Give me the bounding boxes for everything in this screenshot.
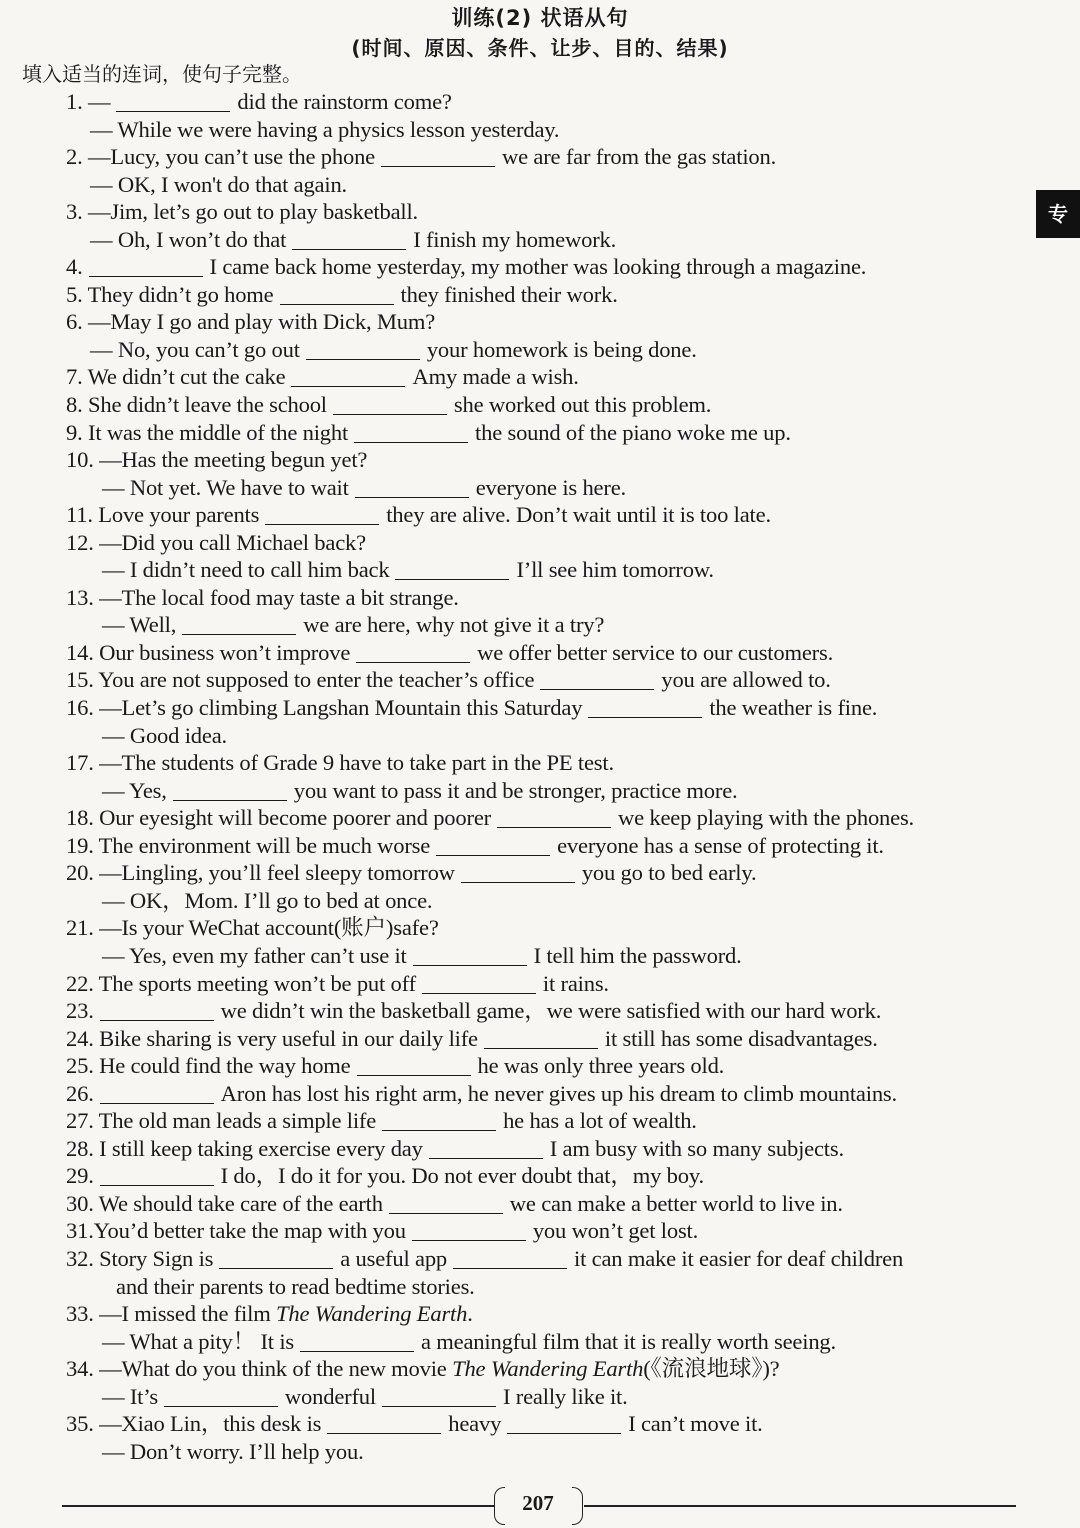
sentence-text: — Not yet. We have to wait: [102, 474, 349, 500]
italic-title-text: The Wandering Earth: [452, 1356, 644, 1382]
sentence-text: I came back home yesterday, my mother was looking through a magazine.: [209, 254, 867, 280]
sentence-text: (《流浪地球》)?: [643, 1356, 780, 1382]
exercise-line: [0, 997, 1080, 1025]
sentence-text: your homework is being done.: [426, 336, 697, 362]
answer-blank[interactable]: [355, 477, 469, 498]
sentence-text: we keep playing with the phones.: [617, 805, 915, 831]
exercise-line: [0, 942, 1080, 970]
answer-blank[interactable]: [540, 669, 654, 690]
sentence-text: 23.: [66, 998, 94, 1024]
sentence-text: 1. —: [66, 89, 111, 114]
exercise-line: [0, 639, 1080, 667]
sentence-text: I can’t move it.: [628, 1411, 763, 1437]
sentence-text: it still has some disadvantages.: [604, 1025, 878, 1051]
sentence-text: did the rainstorm come?: [237, 89, 452, 114]
answer-blank[interactable]: [429, 1138, 543, 1159]
exercise-line: [0, 749, 1080, 777]
answer-blank[interactable]: [412, 1220, 526, 1241]
answer-blank[interactable]: [100, 1083, 214, 1104]
sentence-text: the weather is fine.: [709, 695, 878, 721]
sentence-text: — Good idea.: [102, 722, 227, 748]
sentence-text: 11. Love your parents: [66, 502, 260, 528]
sentence-text: you won’t get lost.: [532, 1218, 699, 1244]
answer-blank[interactable]: [507, 1413, 621, 1434]
answer-blank[interactable]: [413, 945, 527, 966]
sentence-text: everyone is here.: [475, 474, 626, 500]
sentence-text: 29.: [66, 1163, 94, 1189]
answer-blank[interactable]: [381, 146, 495, 167]
sentence-text: — What a pity！ It is: [102, 1328, 294, 1354]
answer-blank[interactable]: [497, 807, 611, 828]
exercise-line: [0, 1410, 1080, 1438]
footer-rule-left: [62, 1505, 494, 1507]
sentence-text: it can make it easier for deaf children: [574, 1245, 904, 1271]
answer-blank[interactable]: [357, 1055, 471, 1076]
exercise-line: [0, 1217, 1080, 1245]
sentence-text: I really like it.: [502, 1383, 628, 1409]
sentence-text: 9. It was the middle of the night: [66, 419, 349, 445]
sentence-text: I finish my homework.: [413, 226, 617, 252]
exercise-line: [0, 1438, 1080, 1466]
exercise-line: [0, 584, 1080, 612]
exercise-line: [0, 556, 1080, 584]
sentence-text: 4.: [66, 254, 83, 280]
exercise-line: [0, 391, 1080, 419]
sentence-text: the sound of the piano woke me up.: [475, 419, 791, 445]
sentence-text: I am busy with so many subjects.: [549, 1135, 844, 1161]
answer-blank[interactable]: [306, 339, 420, 360]
exercise-line: [0, 446, 1080, 474]
exercise-line: [0, 116, 1080, 144]
sentence-text: we are far from the gas station.: [502, 144, 777, 170]
sentence-text: wonderful: [284, 1383, 376, 1409]
answer-blank[interactable]: [182, 614, 296, 635]
sentence-text: a useful app: [340, 1245, 448, 1271]
sentence-text: 7. We didn’t cut the cake: [66, 364, 286, 390]
sentence-text: we offer better service to our customers.: [477, 639, 834, 665]
answer-blank[interactable]: [356, 642, 470, 663]
exercise-line: [0, 1052, 1080, 1080]
sentence-text: 13. —The local food may taste a bit strange.: [66, 584, 459, 610]
exercise-line: [0, 88, 1080, 116]
page-title: 训练(2) 状语从句: [451, 6, 629, 30]
answer-blank[interactable]: [173, 780, 287, 801]
sentence-text: a meaningful film that it is really worth seeing.: [421, 1328, 836, 1354]
exercise-line: [0, 1107, 1080, 1135]
sentence-text: we didn’t win the basketball game，we were satisfied with our hard work.: [220, 998, 882, 1024]
sentence-text: 26.: [66, 1080, 94, 1106]
exercise-line: [0, 171, 1080, 199]
answer-blank[interactable]: [382, 1110, 496, 1131]
exercise-line: [0, 253, 1080, 281]
sentence-text: 35. —Xiao Lin，this desk is: [66, 1411, 322, 1437]
answer-blank[interactable]: [100, 1000, 214, 1021]
exercise-line: [0, 1162, 1080, 1190]
exercise-line: [0, 336, 1080, 364]
sentence-text: 17. —The students of Grade 9 have to take part in the PE test.: [66, 750, 614, 776]
exercise-line: [0, 143, 1080, 171]
sentence-text: 6. —May I go and play with Dick, Mum?: [66, 309, 436, 335]
exercise-line: [0, 1273, 1080, 1301]
answer-blank[interactable]: [436, 835, 550, 856]
sentence-text: I’ll see him tomorrow.: [516, 557, 714, 583]
sentence-text: — It’s: [102, 1383, 158, 1409]
exercise-line: [0, 281, 1080, 309]
exercise-line: [0, 529, 1080, 557]
answer-blank[interactable]: [100, 1165, 214, 1186]
sentence-text: 20. —Lingling, you’ll feel sleepy tomorrow: [66, 860, 455, 886]
sentence-text: you go to bed early.: [581, 860, 757, 886]
footer-rule-right: [584, 1505, 1016, 1507]
sentence-text: I tell him the password.: [533, 942, 742, 968]
exercise-line: [0, 419, 1080, 447]
instruction: 填入适当的连词，使句子完整。: [22, 62, 302, 86]
sentence-text: — OK, I won't do that again.: [90, 171, 347, 197]
sentence-text: 30. We should take care of the earth: [66, 1190, 383, 1216]
sentence-text: 24. Bike sharing is very useful in our daily life: [66, 1025, 478, 1051]
section-tab: 专: [1036, 190, 1080, 238]
answer-blank[interactable]: [280, 284, 394, 305]
exercise-line: [0, 1328, 1080, 1356]
answer-blank[interactable]: [484, 1028, 598, 1049]
sentence-text: 19. The environment will be much worse: [66, 832, 431, 858]
answer-blank[interactable]: [265, 504, 379, 525]
page-subtitle: (时间、原因、条件、让步、目的、结果): [351, 36, 729, 60]
exercise-line: [0, 363, 1080, 391]
sentence-text: you want to pass it and be stronger, practice more.: [293, 777, 738, 803]
answer-blank[interactable]: [453, 1248, 567, 1269]
exercise-line: [0, 1135, 1080, 1163]
italic-title-text: The Wandering Earth: [276, 1301, 468, 1327]
sentence-text: 34. —What do you think of the new movie: [66, 1356, 453, 1382]
sentence-text: I do，I do it for you. Do not ever doubt that，my boy.: [220, 1163, 704, 1189]
exercise-line: [0, 308, 1080, 336]
exercise-list: [0, 88, 1080, 1465]
exercise-line: [0, 859, 1080, 887]
exercise-line: [0, 611, 1080, 639]
answer-blank[interactable]: [588, 697, 702, 718]
sentence-text: — OK，Mom. I’ll go to bed at once.: [102, 887, 433, 913]
page-number-bracket-right: [572, 1487, 583, 1525]
answer-blank[interactable]: [89, 256, 203, 277]
sentence-text: 27. The old man leads a simple life: [66, 1108, 377, 1134]
answer-blank[interactable]: [327, 1413, 441, 1434]
exercise-line: [0, 1383, 1080, 1411]
sentence-text: 2. —Lucy, you can’t use the phone: [66, 144, 376, 170]
sentence-text: 28. I still keep taking exercise every day: [66, 1135, 423, 1161]
sentence-text: he has a lot of wealth.: [503, 1108, 697, 1134]
sentence-text: — Yes,: [102, 777, 167, 803]
answer-blank[interactable]: [116, 91, 230, 112]
sentence-text: 25. He could find the way home: [66, 1053, 351, 1079]
sentence-text: Amy made a wish.: [412, 364, 579, 390]
exercise-line: [0, 1025, 1080, 1053]
exercise-line: [0, 722, 1080, 750]
exercise-line: [0, 914, 1080, 942]
answer-blank[interactable]: [389, 1193, 503, 1214]
answer-blank[interactable]: [219, 1248, 333, 1269]
answer-blank[interactable]: [333, 394, 447, 415]
answer-blank[interactable]: [354, 422, 468, 443]
sentence-text: 18. Our eyesight will become poorer and poorer: [66, 805, 491, 831]
exercise-line: [0, 832, 1080, 860]
sentence-text: 32. Story Sign is: [66, 1245, 214, 1271]
sentence-text: 14. Our business won’t improve: [66, 639, 351, 665]
sentence-text: he was only three years old.: [477, 1053, 725, 1079]
sentence-text: — Yes, even my father can’t use it: [102, 942, 407, 968]
sentence-text: she worked out this problem.: [453, 392, 712, 418]
sentence-text: 8. She didn’t leave the school: [66, 392, 327, 418]
answer-blank[interactable]: [300, 1331, 414, 1352]
exercise-line: [0, 198, 1080, 226]
answer-blank[interactable]: [395, 559, 509, 580]
sentence-text: 12. —Did you call Michael back?: [66, 529, 366, 555]
sentence-text: we are here, why not give it a try?: [303, 612, 605, 638]
answer-blank[interactable]: [164, 1386, 278, 1407]
sentence-text: everyone has a sense of protecting it.: [557, 832, 884, 858]
sentence-text: — I didn’t need to call him back: [102, 557, 390, 583]
sentence-text: .: [467, 1301, 473, 1327]
answer-blank[interactable]: [422, 973, 536, 994]
sentence-text: 16. —Let’s go climbing Langshan Mountain this Saturday: [66, 695, 583, 721]
page-number: 207: [522, 1491, 554, 1515]
sentence-text: 15. You are not supposed to enter the teacher’s office: [66, 667, 535, 693]
exercise-line: [0, 1300, 1080, 1328]
exercise-line: [0, 666, 1080, 694]
sentence-text: — While we were having a physics lesson yesterday.: [90, 116, 560, 142]
sentence-text: 33. —I missed the film: [66, 1301, 277, 1327]
sentence-text: they are alive. Don’t wait until it is too late.: [386, 502, 771, 528]
exercise-line: [0, 1190, 1080, 1218]
exercise-line: [0, 1080, 1080, 1108]
exercise-line: [0, 777, 1080, 805]
exercise-line: [0, 970, 1080, 998]
answer-blank[interactable]: [382, 1386, 496, 1407]
exercise-line: [0, 226, 1080, 254]
answer-blank[interactable]: [291, 366, 405, 387]
exercise-line: [0, 694, 1080, 722]
sentence-text: — Oh, I won’t do that: [90, 226, 287, 252]
exercise-line: [0, 1355, 1080, 1383]
sentence-text: — No, you can’t go out: [90, 336, 300, 362]
sentence-text: — Don’t worry. I’ll help you.: [102, 1438, 364, 1464]
sentence-text: you are allowed to.: [661, 667, 831, 693]
exercise-line: [0, 887, 1080, 915]
answer-blank[interactable]: [461, 862, 575, 883]
exercise-line: [0, 501, 1080, 529]
exercise-line: [0, 474, 1080, 502]
sentence-text: 31.You’d better take the map with you: [66, 1218, 406, 1244]
sentence-text: heavy: [448, 1411, 502, 1437]
exercise-line: [0, 804, 1080, 832]
sentence-text: 5. They didn’t go home: [66, 281, 274, 307]
sentence-text: 22. The sports meeting won’t be put off: [66, 970, 416, 996]
sentence-text: Aron has lost his right arm, he never gives up his dream to climb mountains.: [220, 1080, 897, 1106]
sentence-text: we can make a better world to live in.: [509, 1190, 843, 1216]
sentence-text: 3. —Jim, let’s go out to play basketball.: [66, 199, 419, 225]
sentence-text: and their parents to read bedtime stories.: [116, 1273, 475, 1299]
answer-blank[interactable]: [292, 229, 406, 250]
sentence-text: 21. —Is your WeChat account(账户)safe?: [66, 915, 439, 941]
sentence-text: — Well,: [102, 612, 177, 638]
sentence-text: they finished their work.: [400, 281, 618, 307]
exercise-line: [0, 1245, 1080, 1273]
sentence-text: 10. —Has the meeting begun yet?: [66, 447, 368, 473]
sentence-text: it rains.: [542, 970, 609, 996]
